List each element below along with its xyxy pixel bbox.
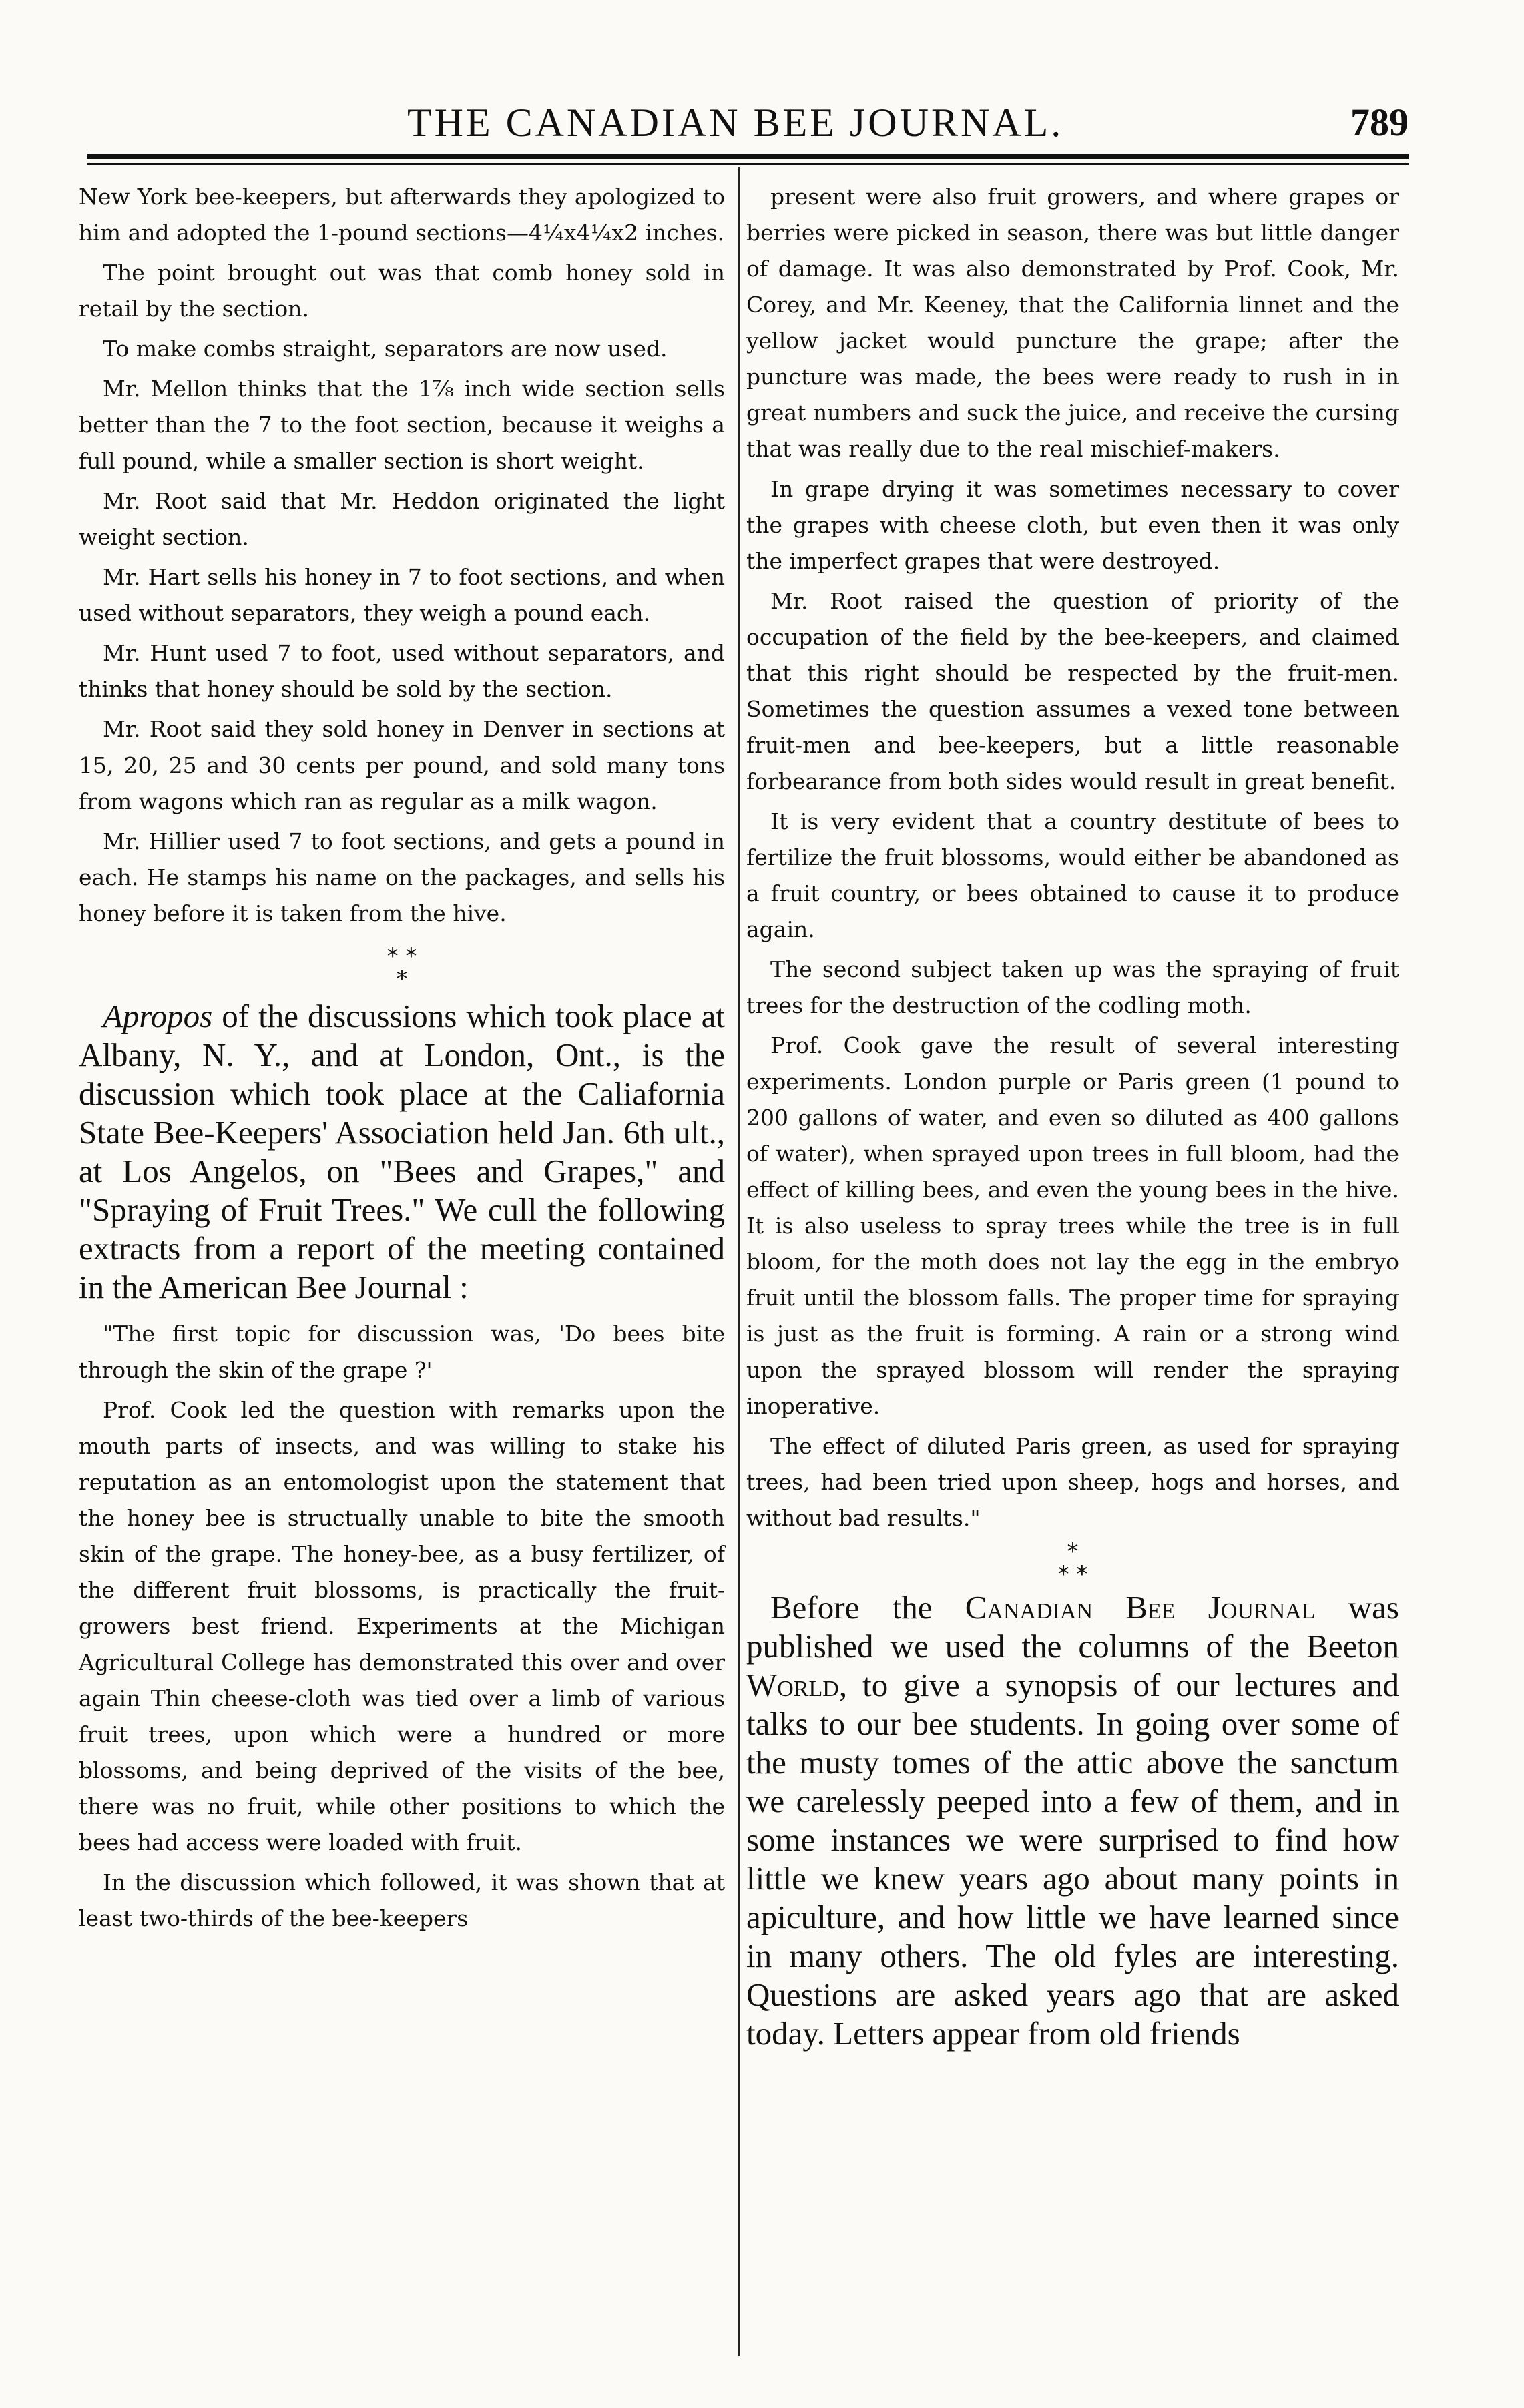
page-number: 789 [1350,101,1409,144]
paragraph: In grape drying it was sometimes necessary to cover the grapes with cheese cloth, but even then it was only the imperfect grapes that were destroyed. [746,476,1399,574]
paragraph: The second subject taken up was the spraying of fruit trees for the destruction of the codling moth. [746,956,1399,1018]
journal-title: THE CANADIAN BEE JOURNAL. [407,101,1064,145]
world-name: World [746,1667,839,1703]
paragraph: Mr. Root raised the question of priority of the occupation of the field by the bee-keepers, and claimed that this right should be respected by the fruit-men. Sometimes the question assumes a vexed tone between fruit-men and bee-keepers, but a little reasonable forbearance from both sides would result in great benefit. [746,588,1399,794]
left-small-text [79,179,725,932]
paragraph: It is very evident that a country destitute of bees to fertilize the fruit blossoms, would either be abandoned as a fruit country, or bees obtained to cause it to produce again. [746,808,1399,942]
paragraph: Mr. Root said they sold honey in Denver in sections at 15, 20, 25 and 30 cents per pound, and sold many tons from wagons which ran as regular as a milk wagon. [79,716,725,814]
paragraph: To make combs straight, separators are now used. [103,336,668,362]
paragraph: The point brought out was that comb honey sold in retail by the section. [79,260,725,322]
paragraph: present were also fruit growers, and where grapes or berries were picked in season, there was but little danger of damage. It was also demonstrated by Prof. Cook, Mr. Corey, and Mr. Keeney, that the California linnet and the yellow jacket would puncture the grape; after the puncture was made, the bees were ready to rush in in great numbers and suck the juice, and receive the cursing that was really due to the real mischief-makers. [746,184,1399,462]
paragraph: Prof. Cook led the question with remarks upon the mouth parts of insects, and was willing to stake his reputation as an entomologist upon the statement that the honey bee is structually unable to bite the smooth skin of the grape. The honey-bee, as a busy fertilizer, of the different fruit blossoms, is practically the fruit-growers best friend. Experiments at the Michigan Agricultural College has demonstrated this over and over again Thin cheese-cloth was tied over a limb of various fruit trees, upon which were a hundred or more blossoms, and being deprived of the visits of the bee, there was no fruit, while other positions to which the bees had access were loaded with fruit. [79,1397,725,1855]
paragraph: Mr. Hart sells his honey in 7 to foot sections, and when used without separators, they weigh a pound each. [79,564,725,626]
paragraph: Mr. Root said that Mr. Heddon originated the light weight section. [79,488,725,550]
right-small-text [746,179,1399,1536]
paragraph [746,1588,1399,2053]
section-separator-stars: * * * [387,943,417,992]
paragraph: The effect of diluted Paris green, as used for spraying trees, had been tried upon sheep, hogs and horses, and without bad results." [746,1433,1399,1531]
text-run: , to give a synopsis of our lectures and talks to our bee students. In going over some of the musty tomes of the attic above the sanctum we carelessly peeped into a few of them, and in some instances we were surprised to find how little we knew years ago about many points in apiculture, and how little we have learned since in many others. The old fyles are interesting. Questions are asked years ago that are asked today. Letters appear from old friends [746,1667,1399,2052]
apropos-text: of the discussions which took place at Albany, N. Y., and at London, Ont., is the discussion which took place at the Caliafornia State Bee-Keepers' Association held Jan. 6th ult., at Los Angelos, on "Bees and Grapes," and "Spraying of Fruit Trees." We cull the following extracts from a report of the meeting contained in the American Bee Journal : [79,998,725,1305]
journal-name: Canadian Bee Journal [965,1589,1316,1626]
paragraph: Prof. Cook gave the result of several interesting experiments. London purple or Paris green (1 pound to 200 gallons of water, and even so diluted as 400 gallons of water), when sprayed upon trees in full bloom, had the effect of killing bees, and even the young bees in the hive. It is also useless to spray trees while the tree is in full bloom, for the moth does not lay the egg in the embryo fruit until the blossom falls. The proper time for spraying is just as the fruit is forming. A rain or a strong wind upon the sprayed blossom will render the spraying inoperative. [746,1032,1399,1419]
paragraph: Mr. Hillier used 7 to foot sections, and gets a pound in each. He stamps his name on the packages, and sells his honey before it is taken from the hive. [79,828,725,926]
paragraph [79,997,725,1307]
paragraph: Mr. Hunt used 7 to foot, used without separators, and thinks that honey should be sold by the section. [79,640,725,702]
left-column [79,179,725,1941]
running-header [87,100,1409,154]
paragraph: New York bee-keepers, but afterwards they apologized to him and adopted the 1-pound sections—4¼x4¼x2 inches. [79,184,725,246]
header-rule-thick [87,154,1409,159]
paragraph: Mr. Mellon thinks that the 1⅞ inch wide section sells better than the 7 to the foot section, because it weighs a full pound, while a smaller section is short weight. [79,376,725,474]
editorial-note [79,997,725,1307]
text-run: Before the [770,1589,965,1626]
left-quoted-report [79,1316,725,1937]
text-run: was published we used the columns of the Beeton [746,1589,1399,1665]
apropos-word: Apropos [103,998,213,1034]
column-divider [738,167,740,2356]
paragraph: In the discussion which followed, it was shown that at least two-thirds of the bee-keepers [79,1869,725,1931]
editorial-note [746,1588,1399,2053]
right-column [746,179,1399,2053]
paragraph: "The first topic for discussion was, 'Do bees bite through the skin of the grape ?' [79,1321,725,1383]
section-separator-stars: * * * [1057,1538,1088,1588]
header-rule-thin [87,163,1409,165]
